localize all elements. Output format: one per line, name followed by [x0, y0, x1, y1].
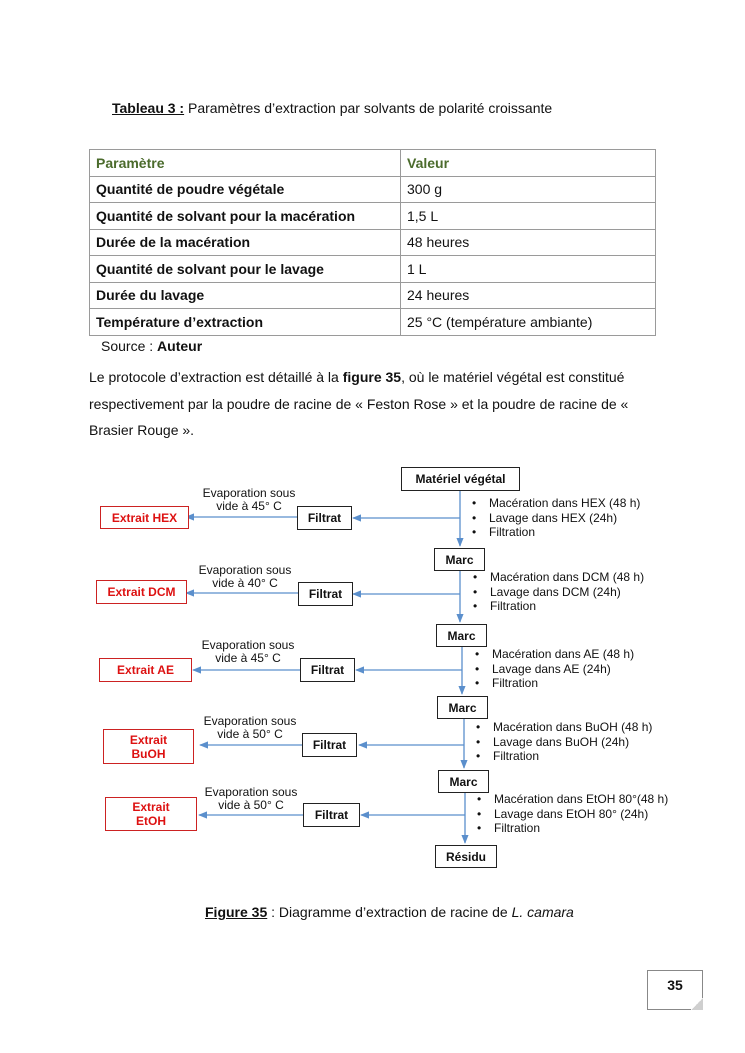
box-filtrat-5: Filtrat: [303, 803, 360, 827]
box-marc-2: Marc: [436, 624, 487, 647]
parameter-cell: Quantité de solvant pour le lavage: [90, 256, 401, 283]
evaporation-label-5: [186, 786, 316, 812]
value-cell: 300 g: [401, 176, 656, 203]
evap-line1: Evaporation sous: [202, 486, 296, 500]
evap-line2: vide à 40° C: [212, 576, 278, 590]
parameter-cell: Durée du lavage: [90, 282, 401, 309]
box-extrait-etoh: Extrait EtOH: [105, 797, 197, 831]
box-extrait-buoh: Extrait BuOH: [103, 729, 194, 764]
page-number: 35: [647, 970, 703, 1010]
step-item: • Filtration: [465, 525, 640, 540]
evap-line1: Evaporation sous: [204, 785, 298, 799]
box-filtrat-3: Filtrat: [300, 658, 355, 682]
box-extrait-hex: Extrait HEX: [100, 506, 189, 529]
value-cell: 24 heures: [401, 282, 656, 309]
step-item: • Lavage dans AE (24h): [468, 662, 634, 677]
header-parametre: Paramètre: [90, 150, 401, 177]
box-filtrat-2: Filtrat: [298, 582, 353, 606]
step-item: • Filtration: [469, 749, 652, 764]
figure-caption-text: : Diagramme d’extraction de racine de: [267, 904, 512, 920]
step-list-ae: [468, 647, 634, 691]
step-list-etoh: [470, 792, 668, 836]
evap-line2: vide à 45° C: [216, 499, 282, 513]
evap-line1: Evaporation sous: [203, 714, 297, 728]
value-cell: 1,5 L: [401, 203, 656, 230]
evaporation-label-1: [184, 487, 314, 513]
evap-line1: Evaporation sous: [201, 638, 295, 652]
header-valeur: Valeur: [401, 150, 656, 177]
step-item: • Filtration: [466, 599, 644, 614]
evap-line1: Evaporation sous: [198, 563, 292, 577]
evaporation-label-3: [183, 639, 313, 665]
step-item: • Lavage dans DCM (24h): [466, 585, 644, 600]
value-cell: 48 heures: [401, 229, 656, 256]
parameter-cell: Température d’extraction: [90, 309, 401, 336]
paragraph-figure-ref: figure 35: [342, 369, 402, 385]
step-item: • Lavage dans HEX (24h): [465, 511, 640, 526]
step-item: • Macération dans HEX (48 h): [465, 496, 640, 511]
evap-line2: vide à 50° C: [217, 727, 283, 741]
paragraph-part2: , où le matériel végétal est constitué respectivement par la poudre de racine de « Feston Rose » et la poudre de racine de « Brasier Rouge ».: [89, 369, 629, 438]
step-item: • Macération dans AE (48 h): [468, 647, 634, 662]
box-residu: Résidu: [435, 845, 497, 868]
table-caption-text: Paramètres d’extraction par solvants de polarité croissante: [184, 100, 553, 116]
step-list-hex: [465, 496, 640, 540]
step-item: • Lavage dans BuOH (24h): [469, 735, 652, 750]
step-list-buoh: [469, 720, 652, 764]
step-item: • Filtration: [470, 821, 668, 836]
evap-line2: vide à 50° C: [218, 798, 284, 812]
parameter-cell: Durée de la macération: [90, 229, 401, 256]
box-filtrat-1: Filtrat: [297, 506, 352, 530]
box-filtrat-4: Filtrat: [302, 733, 357, 757]
step-item: • Filtration: [468, 676, 634, 691]
figure-caption-species: L. camara: [511, 904, 574, 920]
box-materiel-vegetal: Matériel végétal: [401, 467, 520, 491]
box-marc-1: Marc: [434, 548, 485, 571]
value-cell: 1 L: [401, 256, 656, 283]
evaporation-label-4: [185, 715, 315, 741]
box-extrait-ae: Extrait AE: [99, 658, 192, 682]
evap-line2: vide à 45° C: [215, 651, 281, 665]
box-marc-3: Marc: [437, 696, 488, 719]
value-cell: 25 °C (température ambiante): [401, 309, 656, 336]
step-item: • Macération dans EtOH 80°(48 h): [470, 792, 668, 807]
step-list-dcm: [466, 570, 644, 614]
paragraph-part1: Le protocole d’extraction est détaillé à la: [89, 369, 343, 385]
figure-caption-label: Figure 35: [205, 904, 268, 920]
parameter-cell: Quantité de poudre végétale: [90, 176, 401, 203]
step-item: • Macération dans BuOH (48 h): [469, 720, 652, 735]
source-author: Auteur: [157, 338, 203, 354]
step-item: • Macération dans DCM (48 h): [466, 570, 644, 585]
box-extrait-dcm: Extrait DCM: [96, 580, 187, 604]
box-marc-4: Marc: [438, 770, 489, 793]
step-item: • Lavage dans EtOH 80° (24h): [470, 807, 668, 822]
table-caption-label: Tableau 3 :: [112, 100, 185, 116]
source-prefix: Source :: [101, 338, 158, 354]
evaporation-label-2: [180, 564, 310, 590]
parameter-cell: Quantité de solvant pour la macération: [90, 203, 401, 230]
figure-caption: [205, 904, 574, 920]
